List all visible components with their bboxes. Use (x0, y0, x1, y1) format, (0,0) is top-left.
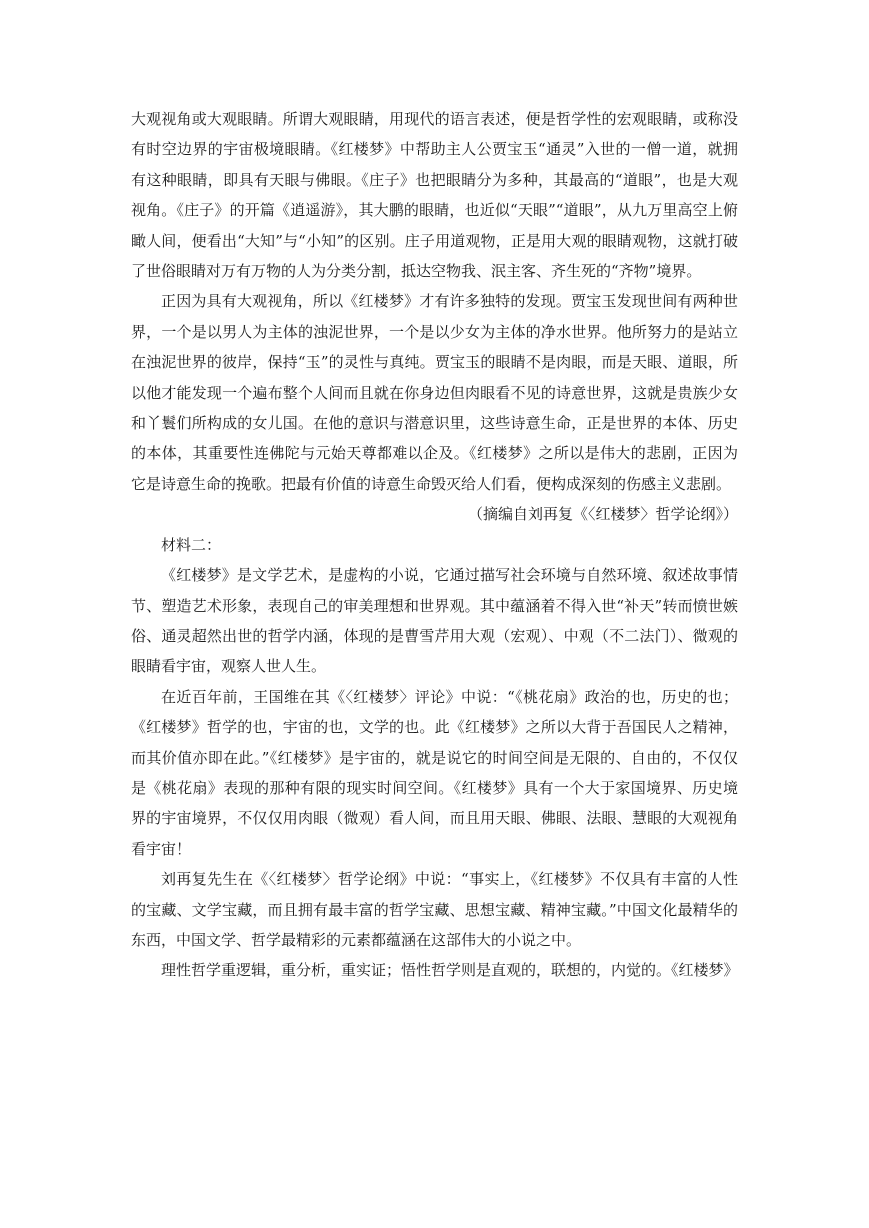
paragraph-5: 刘再复先生在《〈红楼梦〉哲学论纲》中说：“事实上，《红楼梦》不仅具有丰富的人性的宝藏、文学宝藏，而且拥有最丰富的哲学宝藏、思想宝藏、精神宝藏。”中国文化最精华的东西，中国文学、哲学最精彩的元素都蕴涵在这部伟大的小说之中。 (131, 870, 738, 949)
paragraph-4: 在近百年前，王国维在其《〈红楼梦〉评论》中说：“《桃花扇》政治的也，历史的也；《红楼梦》哲学的也，宇宙的也，文学的也。此《红楼梦》之所以大背于吾国民人之精神，而其价值亦即在此。”《红楼梦》是宇宙的，就是说它的时间空间是无限的、自由的，不仅仅是《桃花扇》表现的那种有限的现实时间空间。《红楼梦》具有一个大于家国境界、历史境界的宇宙境界，不仅仅用肉眼（微观）看人间，而且用天眼、佛眼、法眼、慧眼的大观视角看宇宙！ (131, 687, 738, 858)
paragraph-6: 理性哲学重逻辑，重分析，重实证；悟性哲学则是直观的，联想的，内觉的。《红楼梦》 (161, 961, 739, 980)
material-two-label: 材料二： (161, 535, 222, 554)
paragraph-3: 《红楼梦》是文学艺术，是虚构的小说，它通过描写社会环境与自然环境、叙述故事情节、塑造艺术形象，表现自己的审美理想和世界观。其中蕴涵着不得入世“补天”转而愤世嫉俗、通灵超然出世的哲学内涵，体现的是曹雪芹用大观（宏观）、中观（不二法门）、微观的眼睛看宇宙，观察人世人生。 (131, 566, 738, 676)
paragraph-1: 大观视角或大观眼睛。所谓大观眼睛，用现代的语言表述，便是哲学性的宏观眼睛，或称没有时空边界的宇宙极境眼睛。《红楼梦》中帮助主人公贾宝玉“通灵”入世的一僧一道，就拥有这种眼睛，即具有天眼与佛眼。《庄子》也把眼睛分为多种，其最高的“道眼”，也是大观视角。《庄子》的开篇《逍遥游》，其大鹏的眼睛，也近似“天眼”“道眼”，从九万里高空上俯瞰人间，便看出“大知”与“小知”的区别。庄子用道观物，正是用大观的眼睛观物，这就打破了世俗眼睛对万有万物的人为分类分割，抵达空物我、泯主客、齐生死的“齐物”境界。 (131, 110, 738, 281)
source-citation: （摘编自刘再复《〈红楼梦〉哲学论纲》） (467, 505, 738, 524)
paragraph-2: 正因为具有大观视角，所以《红楼梦》才有许多独特的发现。贾宝玉发现世间有两种世界，一个是以男人为主体的浊泥世界，一个是以少女为主体的净水世界。他所努力的是站立在浊泥世界的彼岸，保持“玉”的灵性与真纯。贾宝玉的眼睛不是肉眼，而是天眼、道眼，所以他才能发现一个遍布整个人间而且就在你身边但肉眼看不见的诗意世界，这就是贵族少女和丫鬟们所构成的女儿国。在他的意识与潜意识里，这些诗意生命，正是世界的本体、历史的本体，其重要性连佛陀与元始天尊都难以企及。《红楼梦》之所以是伟大的悲剧，正因为它是诗意生命的挽歌。把最有价值的诗意生命毁灭给人们看，便构成深刻的伤感主义悲剧。 (131, 292, 738, 493)
